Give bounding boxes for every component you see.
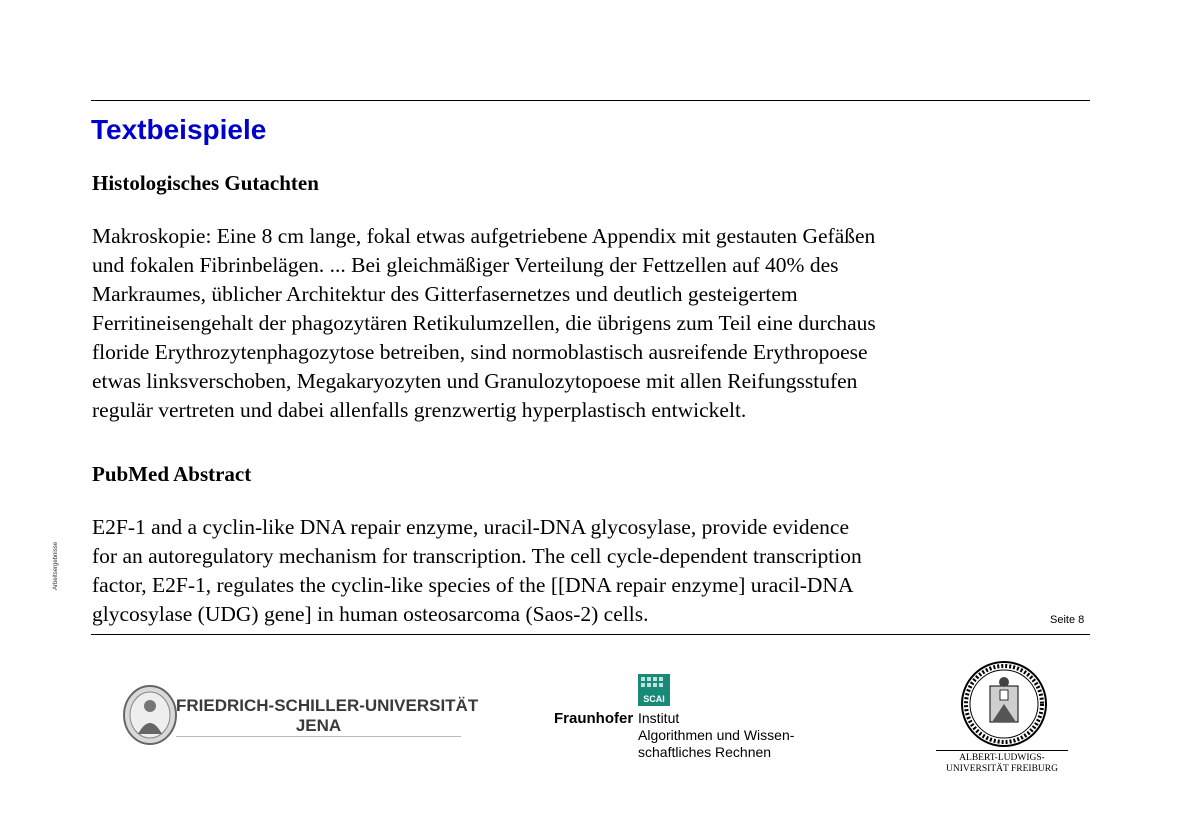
pubmed-text-line: glycosylase (UDG) gene] in human osteosarcoma (Saos-2) cells. <box>92 602 649 626</box>
fraunhofer-institute-line: Algorithmen und Wissen- <box>638 727 795 743</box>
histology-text-line: floride Erythrozytenphagozytose betreiben, sind normoblastisch ausreifende Erythropoese <box>92 340 868 364</box>
pubmed-text-line: E2F-1 and a cyclin-like DNA repair enzyme, uracil-DNA glycosylase, provide evidence <box>92 515 850 539</box>
histology-text-line: Markraumes, üblicher Architektur des Gitterfasernetzes und deutlich gesteigertem <box>92 282 798 306</box>
jena-seal-icon <box>122 684 178 746</box>
freiburg-seal-icon <box>960 660 1048 748</box>
section-heading-pubmed: PubMed Abstract <box>92 462 252 486</box>
histology-text-line: regulär vertreten und dabei allenfalls grenzwertig hyperplastisch entwickelt. <box>92 398 747 422</box>
freiburg-name-line: UNIVERSITÄT FREIBURG <box>946 764 1058 774</box>
freiburg-name-line: ALBERT-LUDWIGS- <box>959 753 1045 763</box>
fraunhofer-institute-line: schaftliches Rechnen <box>638 744 772 760</box>
fraunhofer-scai-logo <box>552 674 812 774</box>
jena-university-logo <box>118 680 479 752</box>
histology-text-line: etwas linksverschoben, Megakaryozyten und Granulozytopoese mit allen Reifungsstufen <box>92 369 858 393</box>
top-divider <box>91 100 1090 101</box>
pubmed-text-line: factor, E2F-1, regulates the cyclin-like species of the [[DNA repair enzyme] uracil-DNA <box>92 573 854 597</box>
pubmed-text-line: for an autoregulatory mechanism for transcription. The cell cycle-dependent transcription <box>92 544 862 568</box>
scai-mark-text: SCAI <box>643 694 665 704</box>
fraunhofer-institute-line: Institut <box>638 710 680 726</box>
histology-text-line: Makroskopie: Eine 8 cm lange, fokal etwas aufgetriebene Appendix mit gestauten Gefäßen <box>92 224 876 248</box>
side-label: Arbeitsergebnisse <box>53 541 59 590</box>
jena-city-line: JENA <box>295 716 342 735</box>
jena-wordmark <box>176 694 479 737</box>
section-heading-histology: Histologisches Gutachten <box>92 171 319 195</box>
bottom-divider <box>91 634 1090 635</box>
histology-text-line: Ferritineisengehalt der phagozytären Retikulumzellen, die übrigens zum Teil eine durchaus <box>92 311 876 335</box>
freiburg-university-logo <box>936 660 1068 780</box>
page-number: Seite 8 <box>1050 614 1085 626</box>
page-title: Textbeispiele <box>91 114 267 145</box>
jena-name-line: FRIEDRICH-SCHILLER-UNIVERSITÄT <box>176 696 479 715</box>
scai-mark-icon <box>638 674 670 706</box>
freiburg-divider <box>936 750 1068 751</box>
histology-text-line: und fokalen Fibrinbelägen. ... Bei gleichmäßiger Verteilung der Fettzellen auf 40% des <box>92 253 839 277</box>
fraunhofer-brand: Fraunhofer <box>554 710 634 727</box>
